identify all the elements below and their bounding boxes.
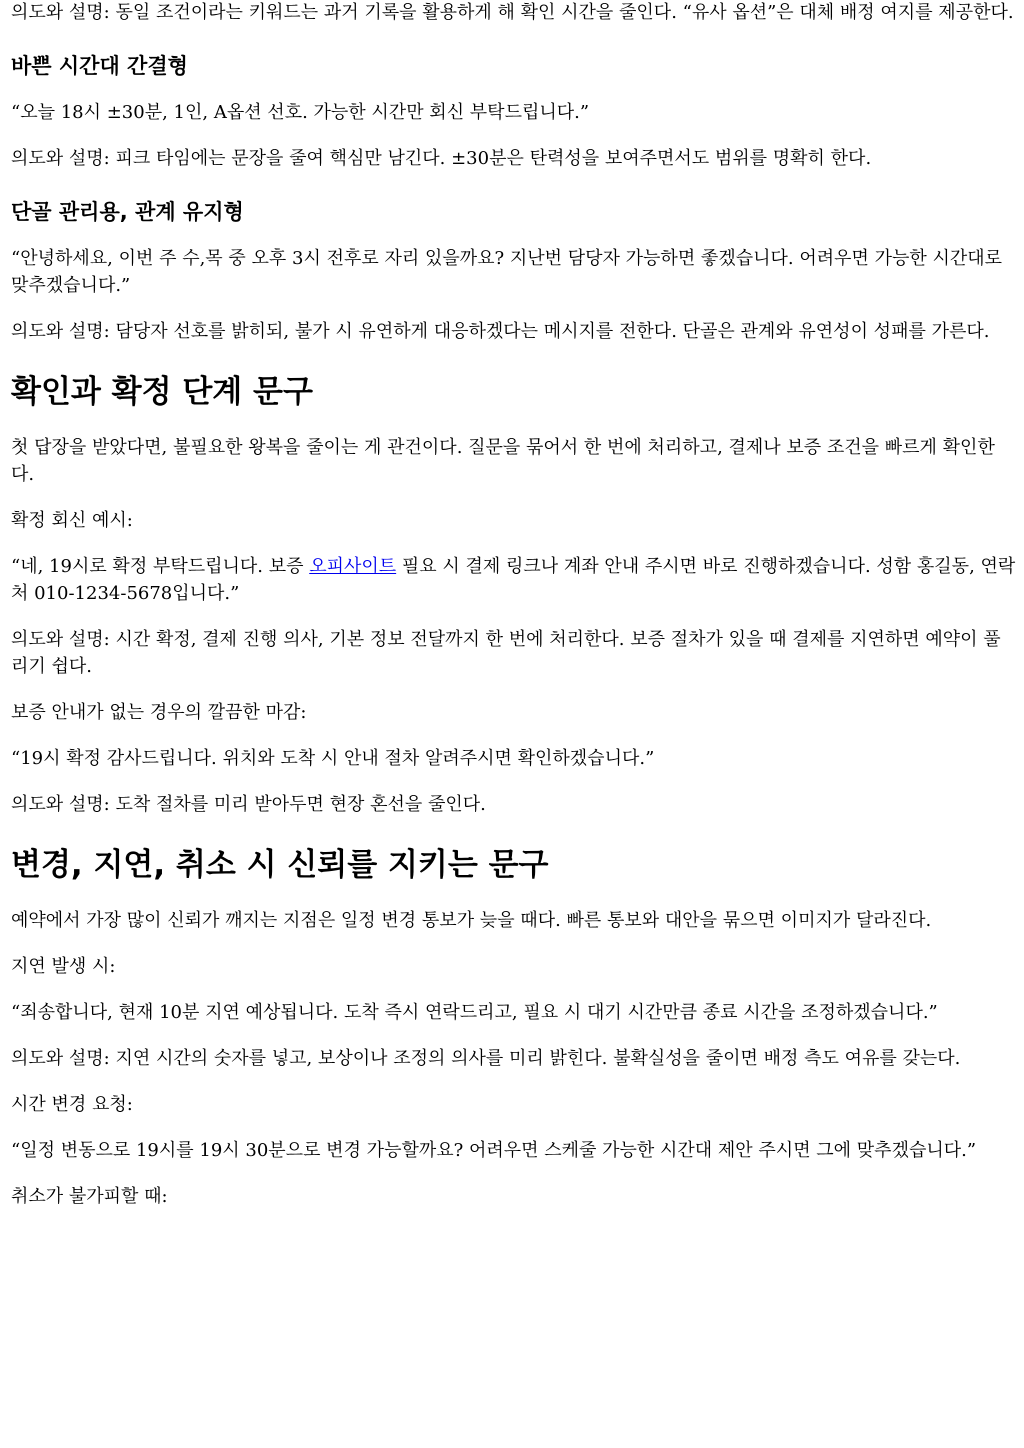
paragraph-regular-note: 의도와 설명: 담당자 선호를 밝히되, 불가 시 유연하게 대응하겠다는 메시지를 전한다. 단골은 관계와 유연성이 성패를 가른다. bbox=[11, 321, 990, 342]
paragraph-no-guarantee-note: 의도와 설명: 도착 절차를 미리 받아두면 현장 혼선을 줄인다. bbox=[11, 794, 486, 815]
paragraph-delay-quote: “죄송합니다, 현재 10분 지연 예상됩니다. 도착 즉시 연락드리고, 필요 시 대기 시간만큼 종료 시간을 조정하겠습니다.” bbox=[11, 1002, 938, 1023]
paragraph-cancel-label: 취소가 불가피할 때: bbox=[11, 1186, 168, 1207]
paragraph-delay-label: 지연 발생 시: bbox=[11, 956, 116, 977]
paragraph-confirm-intro: 첫 답장을 받았다면, 불필요한 왕복을 줄이는 게 관건이다. 질문을 묶어서 한 번에 처리하고, 결제나 보증 조건을 빠르게 확인한다. bbox=[11, 437, 995, 485]
paragraph-delay-note: 의도와 설명: 지연 시간의 숫자를 넣고, 보상이나 조정의 의사를 미리 밝힌다. 불확실성을 줄이면 배정 측도 여유를 갖는다. bbox=[11, 1048, 961, 1069]
confirm-quote-start: “네, 19시로 확정 부탁드립니다. 보증 bbox=[11, 556, 310, 577]
paragraph-time-change-quote: “일정 변동으로 19시를 19시 30분으로 변경 가능할까요? 어려우면 스케줄 가능한 시간대 제안 주시면 그에 맞추겠습니다.” bbox=[11, 1140, 977, 1161]
heading-confirmation: 확인과 확정 단계 문구 bbox=[11, 374, 313, 410]
heading-busy-hours: 바쁜 시간대 간결형 bbox=[11, 54, 188, 78]
paragraph-confirm-label: 확정 회신 예시: bbox=[11, 510, 133, 531]
paragraph-busy-quote: “오늘 18시 ±30분, 1인, A옵션 선호. 가능한 시간만 회신 부탁드립니다.” bbox=[11, 102, 590, 123]
paragraph-busy-note: 의도와 설명: 피크 타임에는 문장을 줄여 핵심만 남긴다. ±30분은 탄력성을 보여주면서도 범위를 명확히 한다. bbox=[11, 148, 872, 169]
paragraph-regular-quote: “안녕하세요, 이번 주 수,목 중 오후 3시 전후로 자리 있을까요? 지난번 담당자 가능하면 좋겠습니다. 어려우면 가능한 시간대로 맞추겠습니다.” bbox=[11, 248, 1003, 296]
paragraph-change-intro: 예약에서 가장 많이 신뢰가 깨지는 지점은 일정 변경 통보가 늦을 때다. 빠른 통보와 대안을 묶으면 이미지가 달라진다. bbox=[11, 910, 932, 931]
paragraph-confirm-quote bbox=[11, 553, 1016, 607]
heading-regular-customer: 단골 관리용, 관계 유지형 bbox=[11, 200, 244, 224]
opi-site-link[interactable]: 오피사이트 bbox=[309, 556, 397, 577]
confirm-quote-end: 필요 시 결제 링크나 계좌 안내 주시면 바로 진행하겠습니다. 성함 홍길동, 연락처 010-1234-5678입니다.” bbox=[11, 556, 1016, 604]
paragraph-no-guarantee-label: 보증 안내가 없는 경우의 깔끔한 마감: bbox=[11, 702, 307, 723]
paragraph-intent-note: 의도와 설명: 동일 조건이라는 키워드는 과거 기록을 활용하게 해 확인 시간을 줄인다. “유사 옵션”은 대체 배정 여지를 제공한다. bbox=[11, 2, 1014, 23]
paragraph-no-guarantee-quote: “19시 확정 감사드립니다. 위치와 도착 시 안내 절차 알려주시면 확인하겠습니다.” bbox=[11, 748, 655, 769]
heading-change-delay-cancel: 변경, 지연, 취소 시 신뢰를 지키는 문구 bbox=[11, 847, 549, 883]
paragraph-confirm-note: 의도와 설명: 시간 확정, 결제 진행 의사, 기본 정보 전달까지 한 번에 처리한다. 보증 절차가 있을 때 결제를 지연하면 예약이 풀리기 쉽다. bbox=[11, 629, 1001, 677]
paragraph-time-change-label: 시간 변경 요청: bbox=[11, 1094, 133, 1115]
